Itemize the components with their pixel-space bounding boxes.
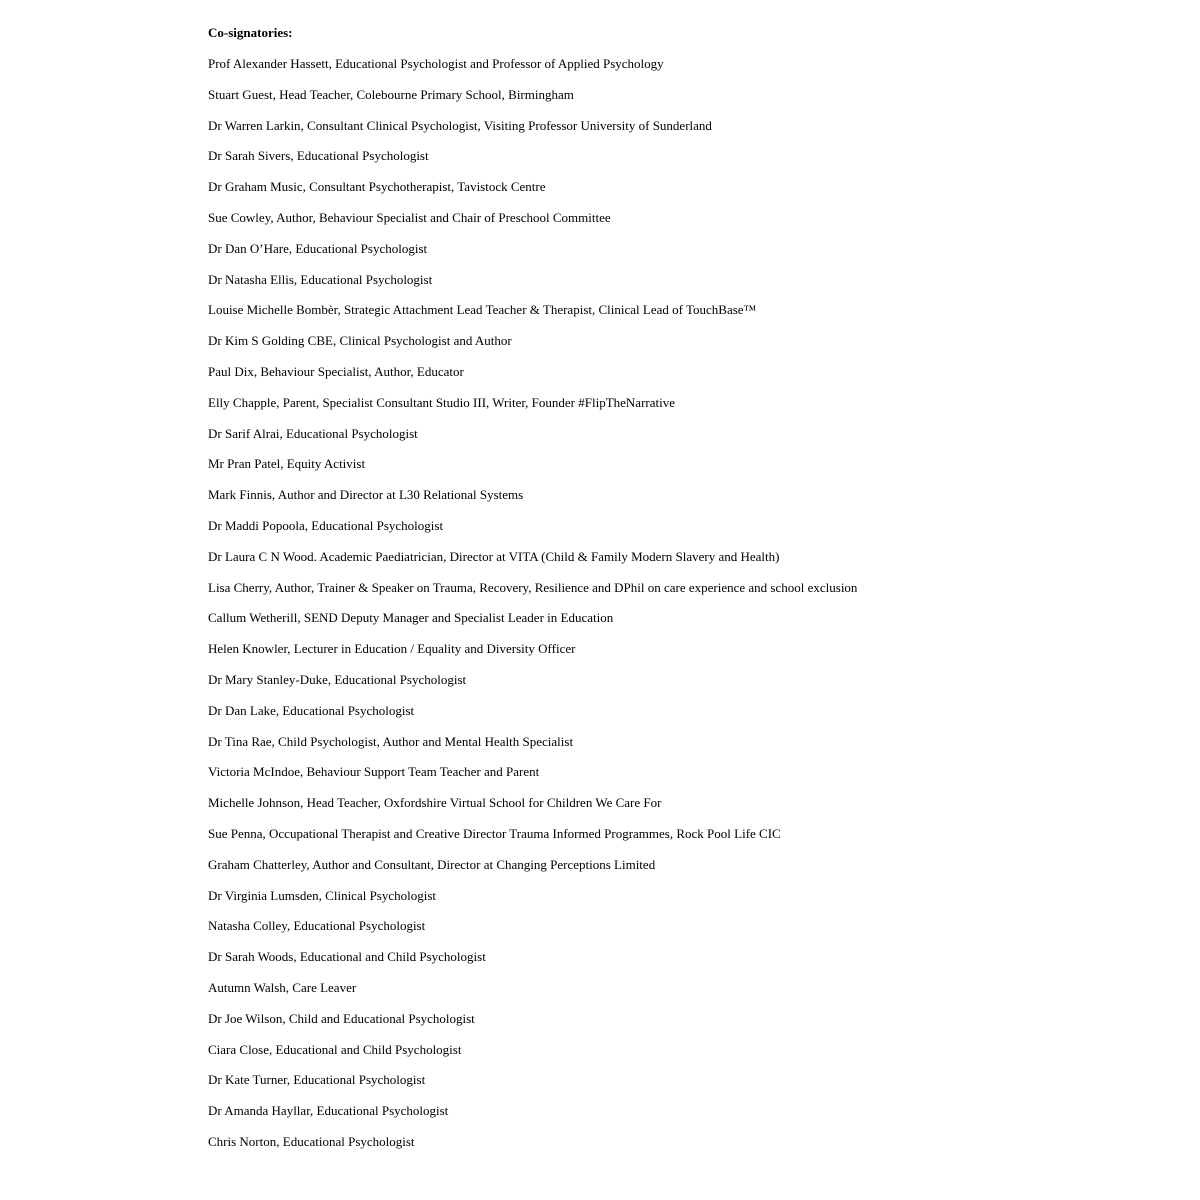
signatory-item: Paul Dix, Behaviour Specialist, Author, Educator — [208, 363, 464, 379]
signatory-item: Dr Maddi Popoola, Educational Psychologist — [208, 517, 444, 533]
signatory-item: Autumn Walsh, Care Leaver — [208, 979, 357, 995]
signatory-item: Dr Virginia Lumsden, Clinical Psychologist — [208, 887, 437, 903]
signatory-item: Dr Sarah Woods, Educational and Child Psychologist — [208, 949, 486, 965]
co-signatories-heading: Co-signatories: — [208, 25, 293, 40]
signatory-item: Dr Graham Music, Consultant Psychotherapist, Tavistock Centre — [208, 179, 546, 195]
signatory-item: Natasha Colley, Educational Psychologist — [208, 918, 426, 934]
signatory-item: Helen Knowler, Lecturer in Education / Equality and Diversity Officer — [208, 641, 576, 657]
signatory-item: Dr Dan Lake, Educational Psychologist — [208, 702, 415, 718]
signatory-item: Dr Mary Stanley-Duke, Educational Psychologist — [208, 671, 467, 687]
signatory-item: Victoria McIndoe, Behaviour Support Team Teacher and Parent — [208, 764, 540, 780]
signatory-item: Sue Penna, Occupational Therapist and Creative Director Trauma Informed Programmes, Rock Pool Life CIC — [208, 825, 781, 841]
signatory-item: Prof Alexander Hassett, Educational Psychologist and Professor of Applied Psychology — [208, 56, 664, 71]
signatory-item: Graham Chatterley, Author and Consultant, Director at Changing Perceptions Limited — [208, 856, 656, 872]
signatory-item: Dr Laura C N Wood. Academic Paediatrician, Director at VITA (Child & Family Modern Slavery and Health) — [208, 548, 780, 564]
signatory-item: Dr Kate Turner, Educational Psychologist — [208, 1072, 426, 1088]
signatory-list — [208, 55, 1168, 1151]
document-content — [208, 24, 1168, 1164]
signatory-item: Dr Kim S Golding CBE, Clinical Psychologist and Author — [208, 333, 512, 349]
signatory-item: Callum Wetherill, SEND Deputy Manager and Specialist Leader in Education — [208, 610, 614, 626]
signatory-item: Dr Joe Wilson, Child and Educational Psychologist — [208, 1010, 475, 1026]
signatory-item: Dr Natasha Ellis, Educational Psychologist — [208, 271, 433, 287]
signatory-item: Mark Finnis, Author and Director at L30 Relational Systems — [208, 487, 524, 503]
signatory-item: Dr Amanda Hayllar, Educational Psychologist — [208, 1103, 449, 1119]
signatory-item: Dr Warren Larkin, Consultant Clinical Psychologist, Visiting Professor University of Sunderland — [208, 117, 712, 133]
signatory-item: Dr Sarif Alrai, Educational Psychologist — [208, 425, 418, 441]
signatory-item: Chris Norton, Educational Psychologist — [208, 1133, 415, 1149]
signatory-item: Dr Dan O’Hare, Educational Psychologist — [208, 240, 428, 256]
signatory-item: Dr Sarah Sivers, Educational Psychologist — [208, 148, 429, 164]
signatory-item: Elly Chapple, Parent, Specialist Consultant Studio III, Writer, Founder #FlipTheNarrative — [208, 394, 675, 410]
signatory-item: Mr Pran Patel, Equity Activist — [208, 456, 366, 472]
signatory-item: Louise Michelle Bombèr, Strategic Attachment Lead Teacher & Therapist, Clinical Lead of TouchBase™ — [208, 302, 757, 318]
signatory-item: Stuart Guest, Head Teacher, Colebourne Primary School, Birmingham — [208, 86, 574, 102]
signatory-item: Michelle Johnson, Head Teacher, Oxfordshire Virtual School for Children We Care For — [208, 795, 662, 811]
signatory-item: Dr Tina Rae, Child Psychologist, Author and Mental Health Specialist — [208, 733, 574, 749]
signatory-item: Ciara Close, Educational and Child Psychologist — [208, 1041, 462, 1057]
signatory-item: Lisa Cherry, Author, Trainer & Speaker on Trauma, Recovery, Resilience and DPhil on care experience and school exclusion — [208, 579, 858, 595]
signatory-item: Sue Cowley, Author, Behaviour Specialist and Chair of Preschool Committee — [208, 209, 611, 225]
